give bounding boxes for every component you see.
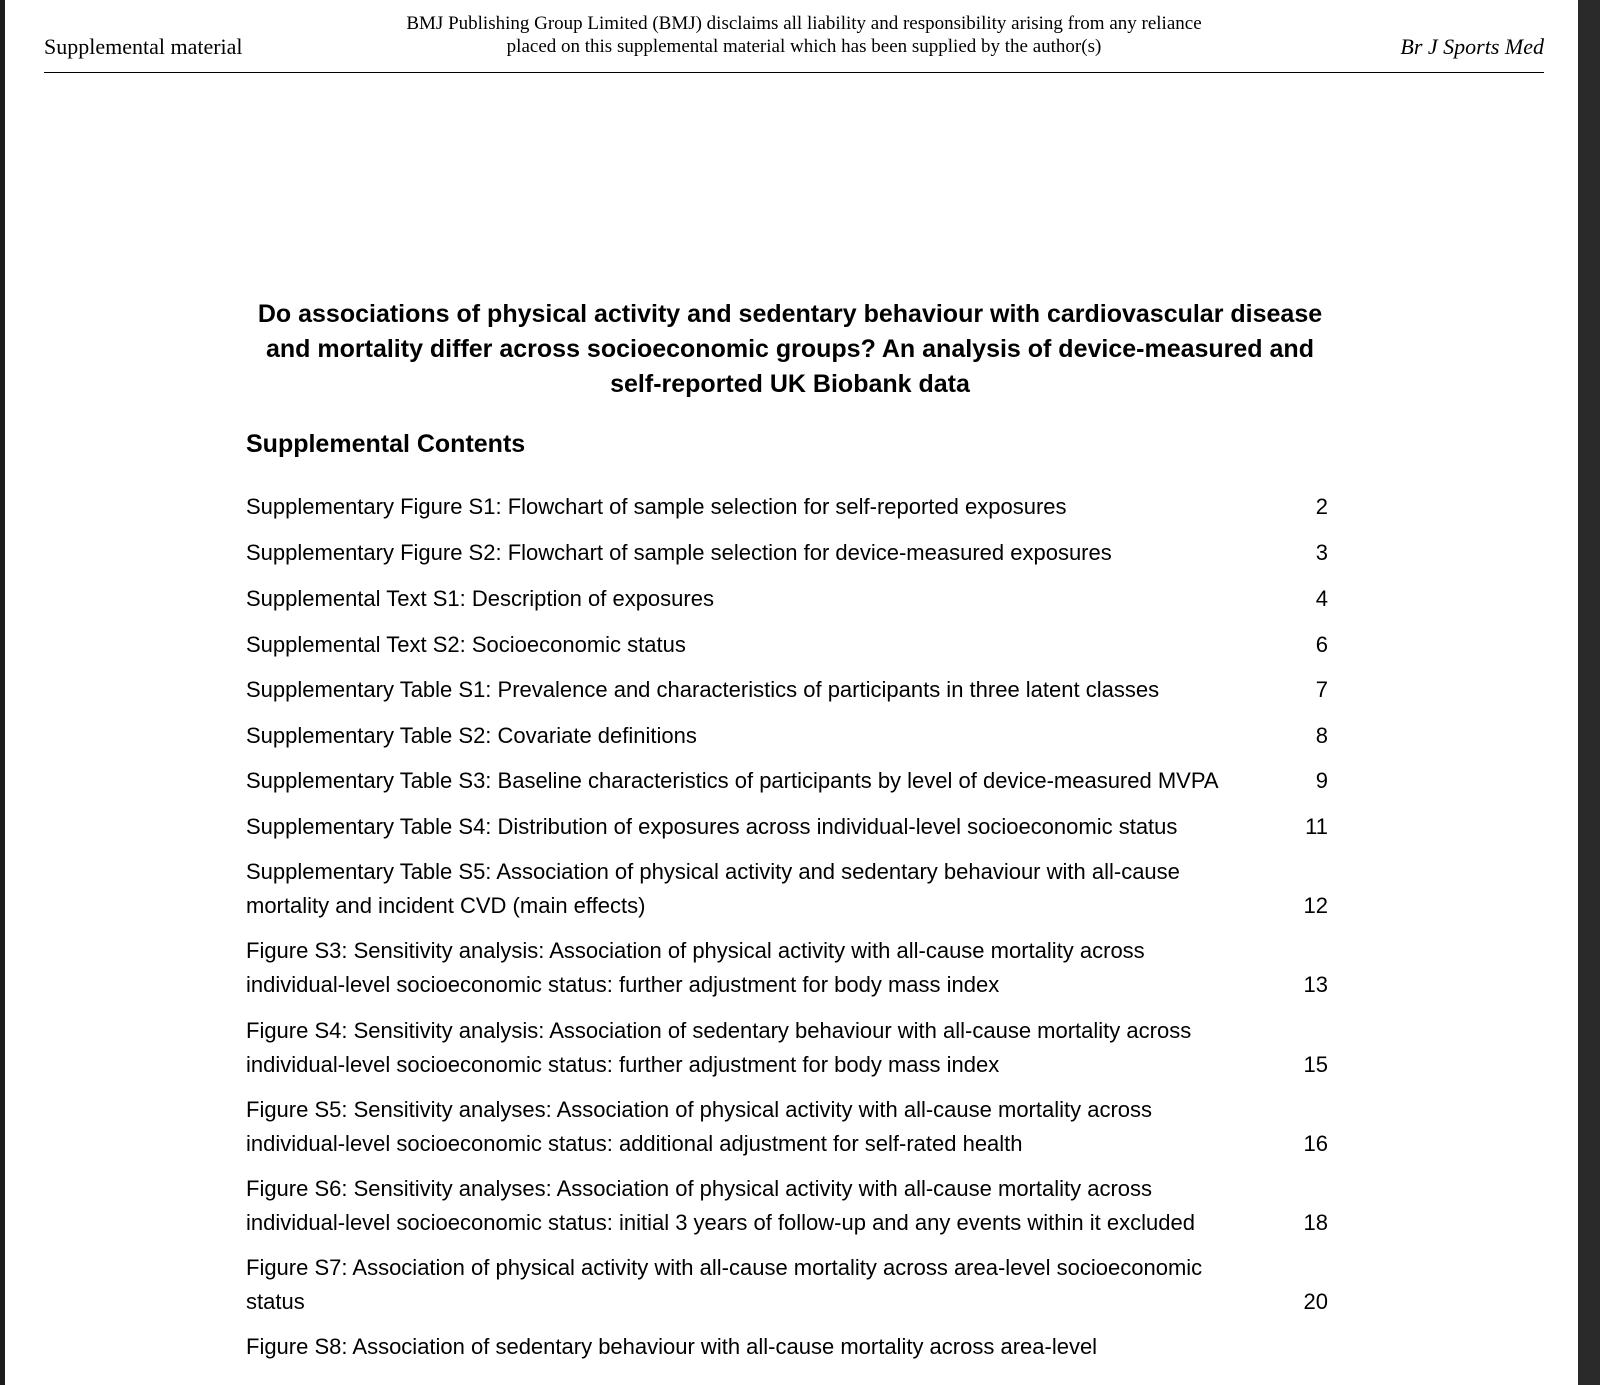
- toc-entry-title-line-2: individual-level socioeconomic status: further adjustment for body mass index: [246, 1052, 1000, 1077]
- toc-page-number: 8: [1315, 723, 1328, 748]
- document-title: [230, 297, 1350, 402]
- header-disclaimer-line-1: BMJ Publishing Group Limited (BMJ) disclaims all liability and responsibility arising from any reliance: [406, 13, 1202, 34]
- toc-entry-title-line-1: Figure S3: Sensitivity analysis: Association of physical activity with all-cause mortality across: [246, 938, 1145, 963]
- toc-entry[interactable]: [246, 1172, 1328, 1240]
- toc-entry[interactable]: [246, 628, 1328, 662]
- toc-entry-title-line-1: Supplementary Table S5: Association of physical activity and sedentary behaviour with all-cause: [246, 859, 1180, 884]
- toc-page-number: 2: [1315, 494, 1328, 519]
- contents-heading: Supplemental Contents: [246, 430, 526, 458]
- toc-page-number: 3: [1315, 540, 1328, 565]
- toc-entry[interactable]: [246, 1093, 1328, 1161]
- toc-entry-title-line-1: Figure S7: Association of physical activity with all-cause mortality across area-level socioeconomic: [246, 1255, 1203, 1280]
- window-right-edge: [1578, 0, 1600, 1385]
- toc-entry[interactable]: [246, 719, 1328, 753]
- title-line-2: and mortality differ across socioeconomic groups? An analysis of device-measured and: [266, 335, 1314, 363]
- toc-entry-title: Supplementary Figure S1: Flowchart of sample selection for self-reported exposures: [246, 494, 1067, 519]
- document-page[interactable]: [5, 0, 1578, 1385]
- toc-entry[interactable]: [246, 673, 1328, 707]
- toc-page-number: 15: [1303, 1052, 1328, 1077]
- title-line-1: Do associations of physical activity and sedentary behaviour with cardiovascular disease: [257, 300, 1323, 328]
- toc-entry-title: Supplemental Text S1: Description of exposures: [246, 586, 714, 611]
- toc-page-number: 4: [1315, 586, 1328, 611]
- toc-entry-title-line-2: individual-level socioeconomic status: further adjustment for body mass index: [246, 972, 1000, 997]
- toc-entry-title-line-2: status: [246, 1289, 305, 1314]
- toc-entry-title: Supplementary Table S3: Baseline characteristics of participants by level of device-measured MVPA: [246, 768, 1219, 793]
- toc-entry-title-line-1: Figure S6: Sensitivity analyses: Association of physical activity with all-cause mortality across: [246, 1176, 1153, 1201]
- toc-page-number: 18: [1303, 1210, 1328, 1235]
- toc-entry-title: Supplementary Table S4: Distribution of exposures across individual-level socioeconomic status: [246, 814, 1178, 839]
- toc-entry-title-line-2: individual-level socioeconomic status: initial 3 years of follow-up and any events within it excluded: [246, 1210, 1195, 1235]
- toc-entry[interactable]: [246, 582, 1328, 616]
- toc-entry-title-line-1: Figure S5: Sensitivity analyses: Association of physical activity with all-cause mortality across: [246, 1097, 1153, 1122]
- header-journal-name: Br J Sports Med: [1400, 34, 1544, 59]
- page-header: [44, 12, 1544, 73]
- toc-entry-title: Supplementary Table S2: Covariate definitions: [246, 723, 697, 748]
- toc-entry-title-line-1: Figure S8: Association of sedentary behaviour with all-cause mortality across area-level: [246, 1334, 1098, 1359]
- toc-page-number: 6: [1315, 632, 1328, 657]
- title-line-3: self-reported UK Biobank data: [610, 370, 970, 398]
- header-disclaimer-line-2: placed on this supplemental material which has been supplied by the author(s): [506, 36, 1102, 57]
- header-disclaimer: [374, 12, 1234, 58]
- toc-entry[interactable]: [246, 934, 1328, 1002]
- toc-entry-title: Supplementary Figure S2: Flowchart of sample selection for device-measured exposures: [246, 540, 1112, 565]
- toc-entry[interactable]: [246, 1330, 1328, 1364]
- toc-entry-title-line-1: Figure S4: Sensitivity analysis: Association of sedentary behaviour with all-cause mortality across: [246, 1018, 1192, 1043]
- toc-entry-title-line-2: mortality and incident CVD (main effects): [246, 893, 646, 918]
- toc-entry-title-line-2: individual-level socioeconomic status: additional adjustment for self-rated health: [246, 1131, 1023, 1156]
- toc-page-number: 13: [1303, 972, 1328, 997]
- toc-entry-title: Supplemental Text S2: Socioeconomic status: [246, 632, 686, 657]
- toc-entry[interactable]: [246, 490, 1328, 524]
- toc-entry[interactable]: [246, 1251, 1328, 1319]
- toc-page-number: 9: [1315, 768, 1328, 793]
- toc-page-number: 20: [1303, 1289, 1328, 1314]
- header-supplemental-label: Supplemental material: [44, 34, 243, 59]
- toc-page-number: 7: [1315, 677, 1328, 702]
- toc-entry[interactable]: [246, 536, 1328, 570]
- toc-page-number: 12: [1303, 893, 1328, 918]
- toc-page-number: 16: [1303, 1131, 1328, 1156]
- toc-entry[interactable]: [246, 1014, 1328, 1082]
- toc-entry[interactable]: [246, 855, 1328, 923]
- toc-page-number: 11: [1305, 814, 1328, 839]
- toc-entry[interactable]: [246, 810, 1328, 844]
- toc-entry[interactable]: [246, 764, 1328, 798]
- toc-entry-title: Supplementary Table S1: Prevalence and characteristics of participants in three latent classes: [246, 677, 1160, 702]
